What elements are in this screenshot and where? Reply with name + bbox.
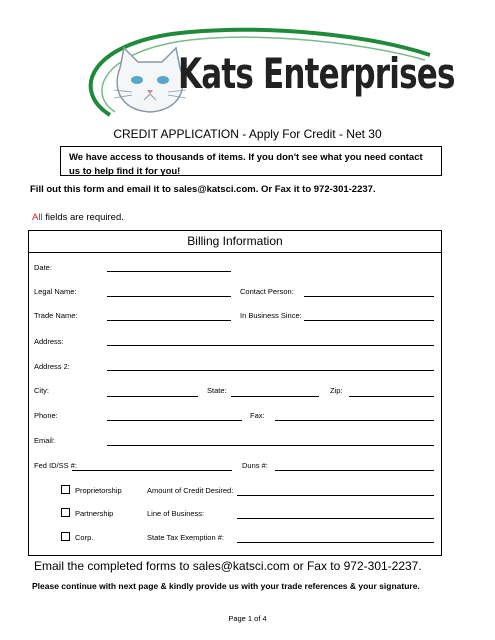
address-label: Address: <box>34 337 64 346</box>
state-field[interactable] <box>231 396 319 397</box>
divider <box>28 252 442 253</box>
email-label: Email: <box>34 436 55 445</box>
amount-of-credit-field[interactable] <box>237 495 434 496</box>
duns-label: Duns #: <box>242 461 268 470</box>
legal-name-label: Legal Name: <box>34 287 77 296</box>
corp-checkbox[interactable] <box>61 532 70 541</box>
cat-face-icon <box>114 48 186 112</box>
fed-id-label: Fed ID/SS #: <box>34 461 77 470</box>
zip-label: Zip: <box>330 386 343 395</box>
address-field[interactable] <box>107 345 434 346</box>
continue-note: Please continue with next page & kindly provide us with your trade references & your signature. <box>32 581 420 591</box>
contact-person-label: Contact Person: <box>240 287 294 296</box>
proprietorship-checkbox[interactable] <box>61 485 70 494</box>
address2-field[interactable] <box>107 370 434 371</box>
address2-label: Address 2: <box>34 362 70 371</box>
trade-name-field[interactable] <box>107 320 231 321</box>
logo-company-name: Kats Enterprises <box>178 50 455 99</box>
page-title: CREDIT APPLICATION - Apply For Credit - Net 30 <box>113 127 382 141</box>
email-field[interactable] <box>107 445 434 446</box>
corp-label: Corp. <box>75 533 94 542</box>
line-of-business-label: Line of Business: <box>147 509 205 518</box>
contact-person-field[interactable] <box>304 296 434 297</box>
amount-of-credit-label: Amount of Credit Desired: <box>147 486 234 495</box>
city-label: City: <box>34 386 49 395</box>
proprietorship-label: Proprietorship <box>75 486 122 495</box>
billing-title: Billing Information <box>187 234 283 248</box>
state-label: State: <box>207 386 227 395</box>
city-field[interactable] <box>107 396 198 397</box>
required-highlight: All <box>32 212 43 223</box>
partnership-checkbox[interactable] <box>61 508 70 517</box>
notice-box: We have access to thousands of items. If you don't see what you need contact us to help find it for you! <box>60 146 442 176</box>
phone-label: Phone: <box>34 411 58 420</box>
instructions-text: Fill out this form and email it to sales@katsci.com. Or Fax it to 972-301-2237. <box>30 184 376 195</box>
phone-field[interactable] <box>107 420 242 421</box>
date-label: Date: <box>34 263 52 272</box>
state-tax-exemption-label: State Tax Exemption #: <box>147 533 224 542</box>
fax-field[interactable] <box>275 420 434 421</box>
date-field[interactable] <box>107 271 231 272</box>
page-number: Page 1 of 4 <box>228 614 267 623</box>
trade-name-label: Trade Name: <box>34 311 78 320</box>
line-of-business-field[interactable] <box>237 518 434 519</box>
partnership-label: Partnership <box>75 509 114 518</box>
email-instructions: Email the completed forms to sales@katsci.com or Fax to 972-301-2237. <box>34 559 422 573</box>
fax-label: Fax: <box>250 411 265 420</box>
duns-field[interactable] <box>275 470 434 471</box>
legal-name-field[interactable] <box>107 296 231 297</box>
in-business-since-field[interactable] <box>304 320 434 321</box>
billing-form <box>28 230 442 556</box>
required-note <box>32 212 124 223</box>
required-rest: fields are required. <box>42 212 124 223</box>
fed-id-field[interactable] <box>72 470 232 471</box>
in-business-since-label: In Business Since: <box>240 311 302 320</box>
zip-field[interactable] <box>349 396 434 397</box>
state-tax-exemption-field[interactable] <box>237 542 434 543</box>
